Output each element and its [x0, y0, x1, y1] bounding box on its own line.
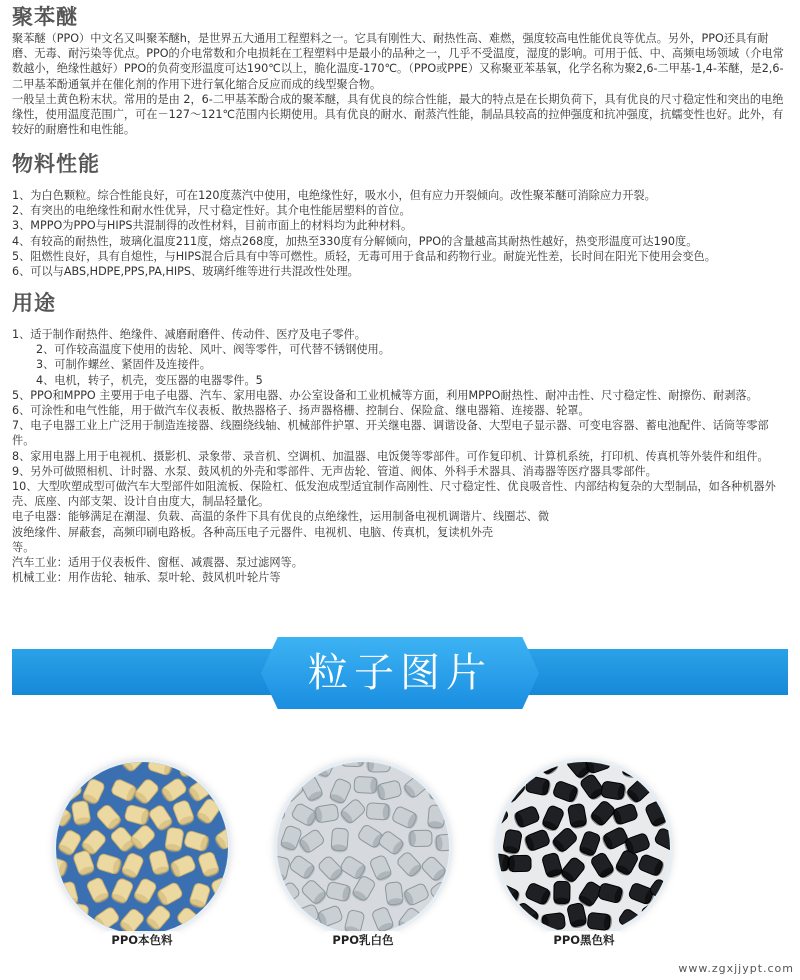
- application-item: 波绝缘件、屏蔽套，高频印刷电路板。各种高压电子元器件、电视机、电脑、传真机，复读机外壳: [12, 525, 494, 539]
- section-ppo-intro: [0, 3, 800, 137]
- pellet-granule: [434, 834, 449, 852]
- banner-title: 粒子图片: [308, 650, 492, 696]
- property-item: 2、有突出的电绝缘性和耐水性优异，尺寸稳定性好。其介电性能居塑料的首位。: [12, 204, 411, 218]
- pellet-granule: [419, 910, 444, 928]
- pellet-granule: [277, 803, 285, 820]
- application-item: 机械工业：用作齿轮、轴承、泵叶轮、鼓风机叶轮片等: [12, 571, 281, 585]
- pellet-svg: [498, 762, 670, 934]
- property-item: 1、为白色颗粒。综合性能良好，可在120度蒸汽中使用，电绝缘性好，吸水小，但有应力开裂倾向。改性聚苯醚可消除应力开裂。: [12, 189, 656, 202]
- pellet-label-milky-white: PPO乳白色: [277, 932, 449, 948]
- pellet-granule: [428, 783, 449, 799]
- pellet-granule: [341, 762, 366, 767]
- pellet-granule: [354, 776, 379, 793]
- property-item: 6、可以与ABS,HDPE,PPS,PA,HIPS、玻璃纤维等进行共混改性处理。: [12, 265, 359, 279]
- watermark-text: www.zgxjjypt.com: [678, 962, 794, 975]
- pellet-images-banner: [12, 637, 788, 709]
- application-item: 10、大型吹塑成型可做汽车大型部件如阻流板、保险杠、低发泡成型适宜制作高刚性、尺寸稳定性、优良吸音性、内部结构复杂的大型制品，如各种机器外壳、底座、内部支架、设计自由度大，制品轻量化。: [12, 480, 776, 509]
- pellet-granule: [385, 882, 404, 908]
- pellet-granule: [540, 912, 566, 931]
- application-item: 5、PPO和MPPO 主要用于电子电器、汽车、家用电器、办公室设备和工业机械等方面，利用MPPO耐热性、耐冲击性、尺寸稳定性、耐擦伤、耐剥落。: [12, 388, 758, 402]
- pellet-image-natural: [56, 762, 228, 934]
- pellet-granule: [587, 912, 613, 930]
- section-material-properties: [0, 150, 800, 279]
- intro-paragraph-2: 一般呈土黄色粉末状。常用的是由 2，6-二甲基苯酚合成的聚苯醚，具有优良的综合性能，最大的特点是在长期负荷下，具有优良的尺寸稳定性和突出的电绝缘性，使用温度范围广，可在－127～121℃范围内长期使用。具有优良的耐水、耐蒸汽性能，制品具较高的拉伸强度和抗冲强度，抗蠕变性也好。此外，有较好的耐磨性和电性能。: [12, 92, 784, 137]
- application-item: 8、家用电器上用于电视机、摄影机、录象带、录音机、空调机、加温器、电饭煲等零部件。可作复印机、计算机系统，打印机、传真机等外装件和组件。: [12, 449, 769, 463]
- section-applications: [0, 289, 800, 585]
- application-item: 1、适于制作耐热件、绝缘件、减磨耐磨件、传动件、医疗及电子零件。: [12, 328, 366, 341]
- section-title-applications: 用途: [12, 291, 56, 315]
- intro-paragraph: 聚苯醚（PPO）中文名又叫聚苯醚h，是世界五大通用工程塑料之一。它具有刚性大、耐热性高、难燃，强度较高电性能优良等优点。另外，PPO还具有耐磨、无毒、耐污染等优点。PPO的介电常数和介电损耗在工程塑料中是最小的品种之一，几乎不受温度，湿度的影响。可用于低、中、高频电场领域（介电常数越小，绝缘性越好）PPO的负荷变形温度可达190℃以上，脆化温度-170℃。（PPO或PPE）又称聚亚苯基氧，化学名称为聚2,6-二甲基-1,4-苯醚，是2,6-二甲基苯酚通氧并在催化剂的作用下进行氧化缩合反应而成的线型聚合物。: [12, 32, 784, 91]
- pellet-label-black: PPO黑色料: [498, 932, 670, 948]
- pellet-granule: [331, 828, 349, 853]
- application-item: 6、可涂性和电气性能，用于做汽车仪表板、散热器格子、扬声器格栅、控制台、保险盒、继电器箱、连接器、轮罩。: [12, 404, 590, 418]
- application-item: 电子电器：能够满足在潮湿、负载、高温的条件下具有优良的点绝缘性，运用制备电视机调谐片、线圈芯、微: [12, 510, 550, 524]
- property-item: 4、有较高的耐热性，玻璃化温度211度，熔点268度，加热至330度有分解倾向，PPO的含量越高其耐热性越好，热变形温度可达190度。: [12, 234, 698, 248]
- section-title-properties: 物料性能: [12, 152, 100, 176]
- application-item: 等。: [12, 540, 35, 554]
- application-item: 3、可制作螺丝、紧固件及连接件。: [36, 358, 211, 372]
- pellet-svg: [277, 762, 449, 934]
- pellet-svg: [56, 762, 228, 934]
- pellet-image-black: [498, 762, 670, 934]
- application-item: 4、电机，转子，机壳，变压器的电器零件。5: [36, 373, 263, 387]
- pellet-granule: [91, 762, 116, 768]
- pellet-granule: [398, 762, 422, 769]
- pellet-granule: [507, 855, 531, 871]
- property-item: 5、阻燃性良好，具有自熄性，与HIPS混合后具有中等可燃性。质轻，无毒可用于食品和药物行业。耐旋光性差，长时间在阳光下使用会变色。: [12, 249, 716, 263]
- application-item: 2、可作较高温度下使用的齿轮、风叶、阀等零件，可代替不锈钢使用。: [36, 343, 390, 357]
- pellet-granule: [366, 803, 391, 821]
- pellet-image-milky-white: [277, 762, 449, 934]
- properties-list: [0, 188, 800, 279]
- section-title-ppo: 聚苯醚: [12, 5, 78, 29]
- application-item: 汽车工业：适用于仪表板件、窗框、减震器、泵过滤网等。: [12, 556, 303, 570]
- property-item: 3、MPPO为PPO与HIPS共混制得的改性材料，目前市面上的材料均为此种材料。: [12, 219, 413, 233]
- application-item: 9、另外可做照相机、计时器、水泵、鼓风机的外壳和零部件、无声齿轮、管道、阀体、外科手术器具、消毒器等医疗器具零部件。: [12, 464, 657, 478]
- pellet-granule: [366, 762, 390, 772]
- application-item: 7、电子电器工业上广泛用于制造连接器、线圈绕线轴、机械部件护罩、开关继电器、调谐设备、大型电子显示器、可变电容器、蓄电池配件、话筒等零部件。: [12, 419, 769, 448]
- pellet-granule: [408, 830, 432, 846]
- applications-list: [0, 327, 800, 585]
- pellet-label-natural: PPO本色料: [56, 932, 228, 948]
- pellet-granule: [554, 881, 570, 905]
- pellet-granule: [427, 805, 445, 830]
